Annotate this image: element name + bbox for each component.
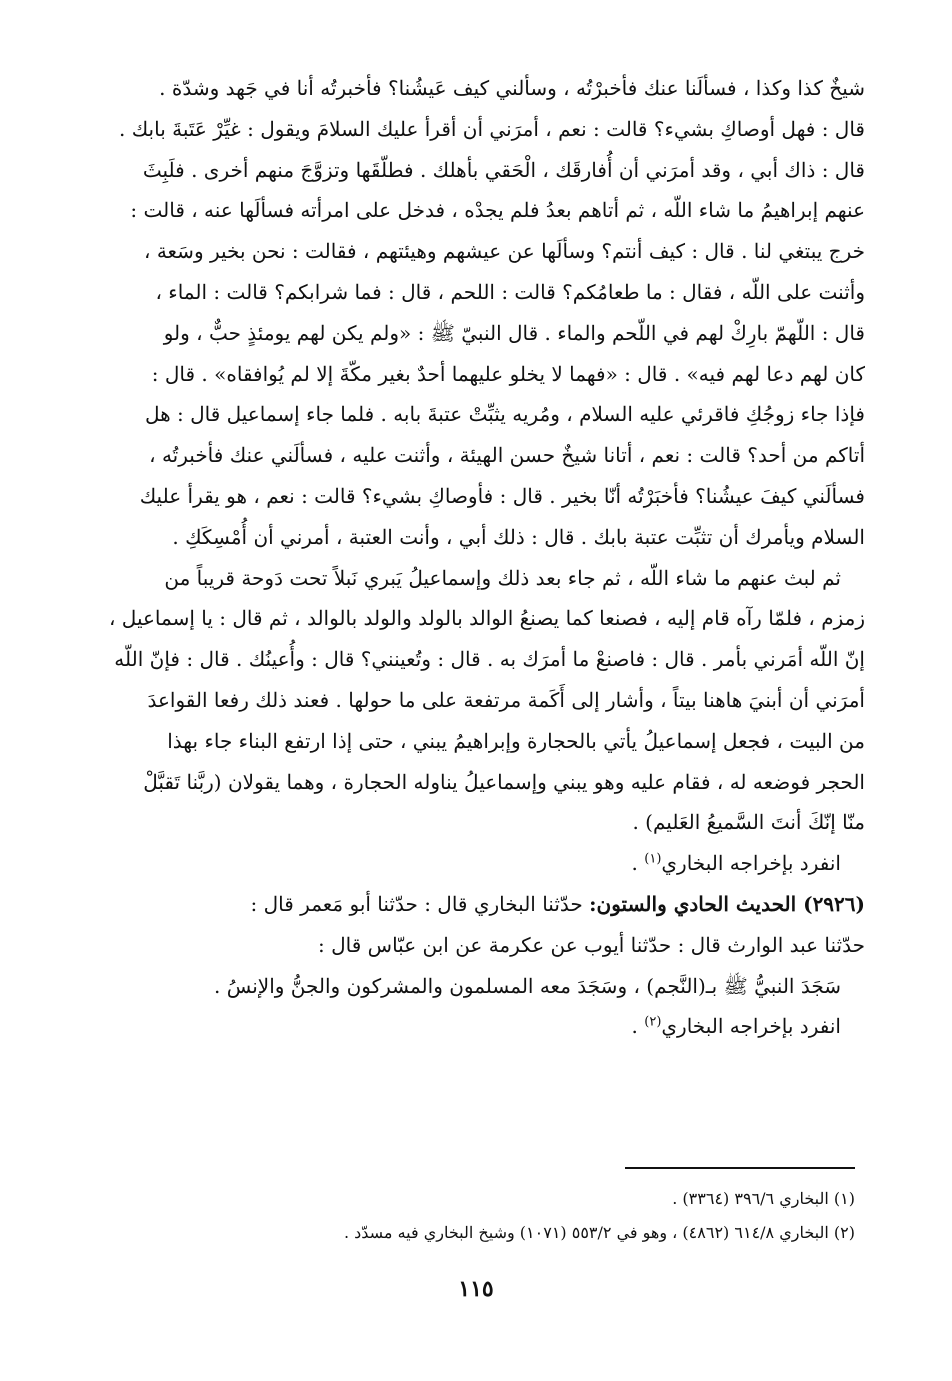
text-line: السلام ويأمرك أن تثبِّت عتبة بابك . قال : ذلك أبي ، وأنت العتبة ، أمرني أن أُمْسِكَكِ .: [172, 524, 865, 549]
text-line: كان لهم دعا لهم فيه» . قال : «فهما لا يخلو عليهما أحدٌ بغير مكّةَ إلا لم يُوافقاه» . قال :: [151, 361, 865, 386]
text-line: خرج يبتغي لنا . قال : كيف أنتم؟ وسألَها عن عيشهم وهيئتهم ، فقالت : نحن بخير وسَعة ،: [144, 239, 865, 264]
text-line: الحجر فوضعه له ، فقام عليه وهو يبني وإسماعيلُ يناوله الحجارة ، وهما يقولان (ربَّنا تَقبَّلْ: [143, 769, 865, 794]
text-line: أتاكم من أحد؟ قالت : نعم ، أتانا شيخٌ حسن الهيئة ، وأثنت عليه ، فسألَني عنك فأخبرتُه ،: [149, 443, 865, 468]
text-line: أمرَني أن أبنيَ هاهنا بيتاً ، وأشار إلى أَكَمة مرتفعة على ما حولها . فعند ذلك رفعا القواعدَ: [147, 687, 865, 712]
page-number: ١١٥: [458, 1276, 494, 1302]
text-line: زمزم ، فلمّا رآه قام إليه ، فصنعا كما يصنعُ الوالد بالولد والولد بالوالد ، ثم قال : يا إسماعيل ،: [108, 606, 865, 631]
text-line: فسألَني كيفَ عيشُنا؟ فأخبَرْتُه أنّا بخير . قال : فأوصاكِ بشيء؟ قالت : نعم ، هو يقرأ عليك: [139, 483, 865, 508]
isnad-text: حدّثنا البخاري قال : حدّثنا أبو مَعمر قال :: [250, 891, 583, 916]
period: .: [631, 851, 645, 876]
text-line: قال : ذاك أبي ، وقد أمرَني أن أُفارقَك ، الْحَقي بأهلك . فطلّقَها وتزوَّجَ منهم أخرى . فلَبِثَ: [142, 157, 865, 182]
text-line: وأثنت على اللّه ، فقال : ما طعامُكم؟ قالت : اللحم ، قال : فما شرابكم؟ قالت : الماء ،: [155, 279, 865, 304]
text-line: قال : اللّهمّ بارِكْ لهم في اللّحم والماء . قال النبيّ ﷺ : «ولم يكن لهم يومئذٍ حبٌّ ، ولو: [163, 320, 865, 345]
text-line: قال : فهل أوصاكِ بشيء؟ قالت : نعم ، أمرَني أن أقرأ عليك السلامَ ويقول : غيِّرْ عَتَبةَ بابك .: [118, 116, 865, 141]
text-line: من البيت ، فجعل إسماعيلُ يأتي بالحجارة وإبراهيمُ يبني ، حتى إذا ارتفع البناء جاء بهذا: [167, 728, 865, 753]
text-line: حدّثنا عبد الوارث قال : حدّثنا أيوب عن عكرمة عن ابن عبّاس قال :: [318, 932, 865, 957]
hadith-heading: (٢٩٢٦) الحديث الحادي والستون:: [589, 891, 865, 916]
source-note-line: [95, 1006, 865, 1047]
text-line: إنّ اللّه أمَرني بأمر . قال : فاصنعْ ما أمرَك به . قال : وتُعينني؟ قال : وأُعينُك . قال : فإنّ اللّه: [114, 647, 865, 672]
text-line: ثم لبث عنهم ما شاء اللّه ، ثم جاء بعد ذلك وإسماعيلُ يَبري نَبلاً تحت دَوحة قريباً من: [164, 565, 841, 590]
source-note-text: انفرد بإخراجه البخاري: [661, 1014, 841, 1039]
text-line: سَجَدَ النبيُّ ﷺ بـ(النَّجم) ، وسَجَدَ معه المسلمون والمشركون والجنُّ والإنسُ .: [214, 973, 841, 998]
period: .: [631, 1014, 645, 1039]
text-line: فإذا جاء زوجُكِ فاقرئي عليه السلام ، ومُريه يثبِّتْ عتبةَ بابه . فلما جاء إسماعيل قال : هل: [144, 402, 865, 427]
footnote: (٢) البخاري ٦١٤/٨ (٤٨٦٢) ، وهو في ٥٥٣/٢ (١٠٧١) وشيخ البخاري فيه مسدّد .: [343, 1223, 855, 1242]
footnote-ref: (١): [644, 851, 662, 867]
footnote: (١) البخاري ٣٩٦/٦ (٣٣٦٤) .: [672, 1189, 855, 1208]
hadith-heading-line: [95, 884, 865, 925]
text-line: عنهم إبراهيمُ ما شاء اللّه ، ثم أتاهم بعدُ فلم يجدْه ، فدخل على امرأته فسألَها عنه ، قالت :: [130, 198, 865, 223]
text-line: شيخٌ كذا وكذا ، فسألَنا عنك فأخبرْتُه ، وسألني كيف عَيشُنا؟ فأخبرتُه أنا في جَهد وشدّة .: [159, 76, 865, 100]
source-note-text: انفرد بإخراجه البخاري: [661, 851, 841, 876]
text-line: منّا إنّكَ أنتَ السَّميعُ العَليم) .: [632, 810, 865, 835]
main-text: [95, 68, 865, 1047]
footnote-ref: (٢): [644, 1014, 662, 1030]
footnote-separator: [625, 1167, 855, 1169]
source-note-line: [95, 843, 865, 884]
